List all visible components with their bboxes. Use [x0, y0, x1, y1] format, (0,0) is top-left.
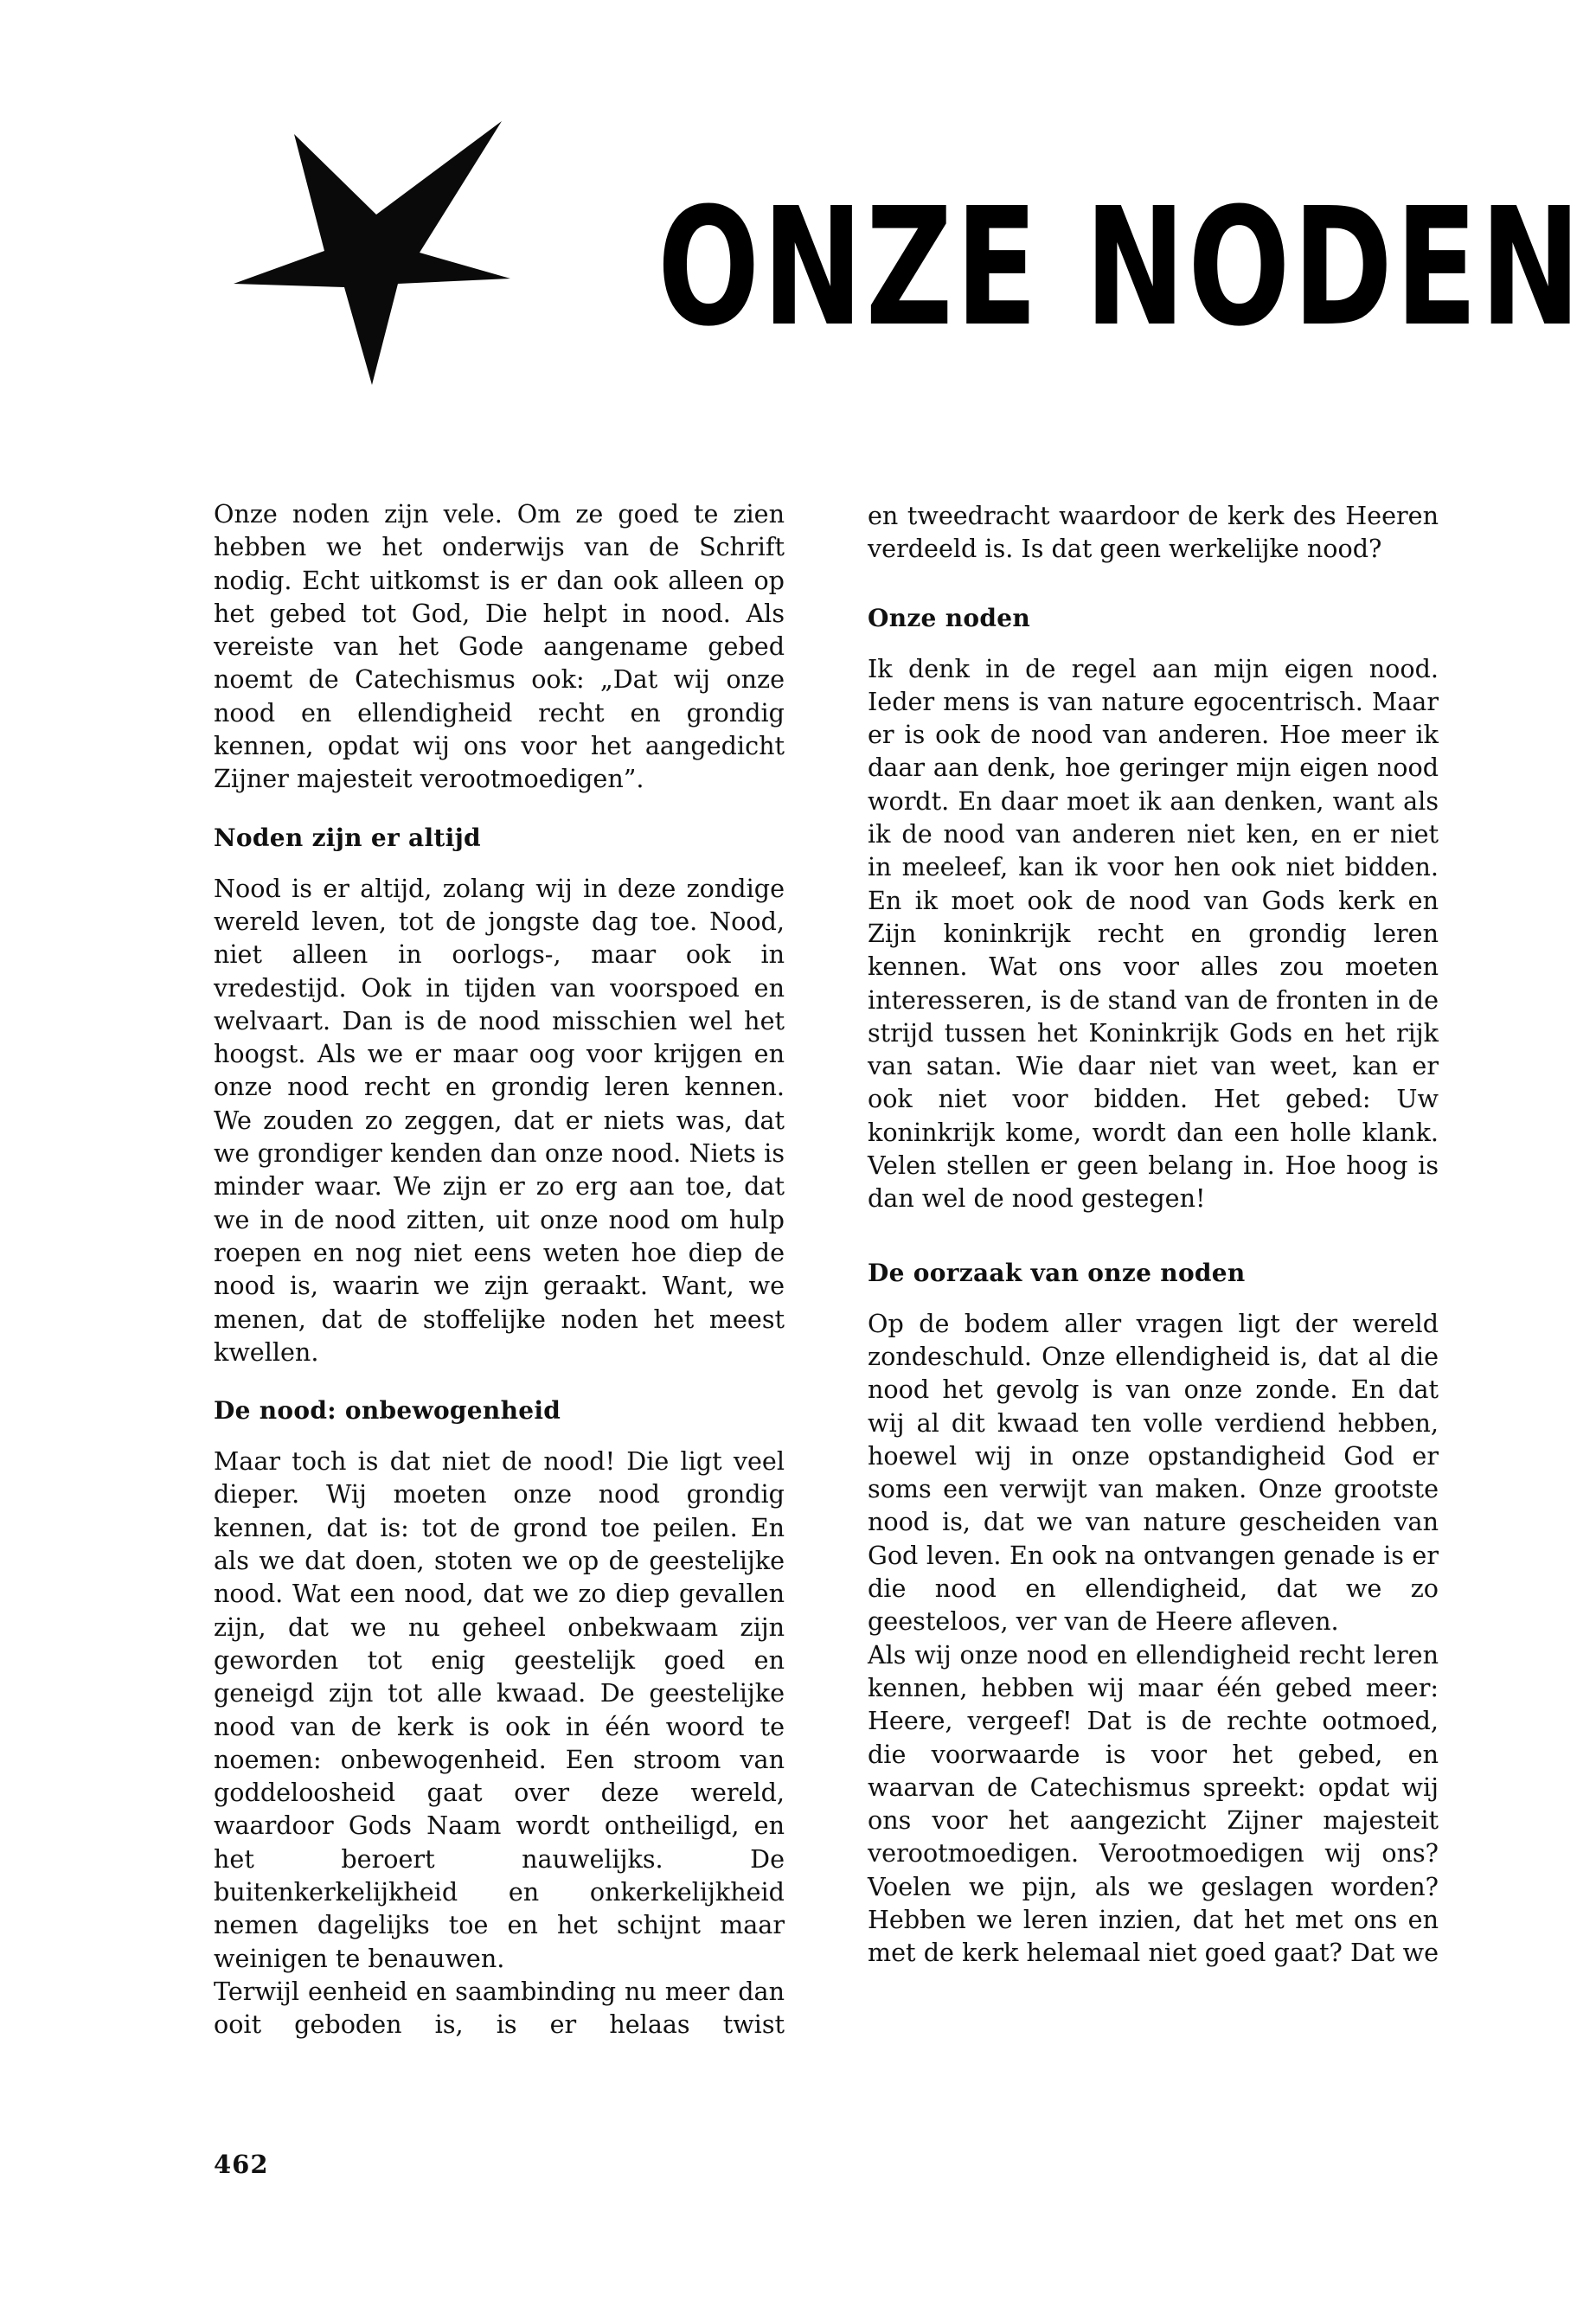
section-heading: Noden zijn er altijd [214, 823, 481, 852]
paragraph: Als wij onze nood en ellendigheid recht leren kennen, hebben wij maar één gebed meer: Heere, vergeef! Dat is de rechte ootmoed, die voorwaarde is voor het gebed, en waarvan de Catechismus spreekt: opdat wij ons voor het aangezicht Zijner majesteit verootmoedigen. Verootmoedigen wij ons? Voelen we pijn, als we geslagen worden? Hebben we leren inzien, dat het met ons en met de kerk helemaal niet goed gaat? Dat we [868, 1639, 1439, 1968]
paragraph: Nood is er altijd, zolang wij in deze zondige wereld leven, tot de jongste dag toe. Nood, niet alleen in oorlogs-, maar ook in vredestijd. Ook in tijden van voorspoed en welvaart. Dan is de nood misschien wel het hoogst. Als we er maar oog voor krijgen en onze nood recht en grondig leren kennen. We zouden zo zeggen, dat er niets was, dat we grondiger kenden dan onze nood. Niets is minder waar. We zijn er zo erg aan toe, dat we in de nood zitten, uit onze nood om hulp roepen en nog niet eens weten hoe diep de nood is, waarin we zijn geraakt. Want, we menen, dat de stoffelijke noden het meest kwellen. [214, 873, 785, 1367]
section-heading: De oorzaak van onze noden [868, 1258, 1246, 1287]
left-column [214, 497, 785, 2041]
paragraph: en tweedracht waardoor de kerk des Heeren verdeeld is. Is dat geen werkelijke nood? [868, 501, 1439, 564]
paragraph: Onze noden zijn vele. Om ze goed te zien hebben we het onderwijs van de Schrift nodig. Echt uitkomst is er dan ook alleen op het gebed tot God, Die helpt in nood. Als vereiste van het Gode aangename gebed noemt de Catechismus ook: „Dat wij onze nood en ellendigheid recht en grondig kennen, opdat wij ons voor het aangedicht Zijner majesteit verootmoedigen”. [214, 499, 785, 794]
paragraph: Terwijl eenheid en saambinding nu meer dan ooit geboden is, is er helaas twist [214, 1976, 785, 2040]
star-icon [234, 121, 510, 385]
paragraph: Maar toch is dat niet de nood! Die ligt veel dieper. Wij moeten onze nood grondig kennen, dat is: tot de grond toe peilen. En als we dat doen, stoten we op de geestelijke nood. Wat een nood, dat we zo diep gevallen zijn, dat we nu geheel onbekwaam zijn geworden tot enig geestelijk goed en geneigd zijn tot alle kwaad. De geestelijke nood van de kerk is ook in één woord te noemen: onbewogenheid. Een stroom van goddeloosheid gaat over deze wereld, waardoor Gods Naam wordt ontheiligd, en het beroert nauwelijks. De buitenkerkelijkheid en onkerkelijkheid nemen dagelijks toe en het schijnt maar weinigen te benauwen. [214, 1446, 785, 1973]
right-column [868, 499, 1439, 1970]
paragraph: Op de bodem aller vragen ligt der wereld zondeschuld. Onze ellendigheid is, dat al die nood het gevolg is van onze zonde. En dat wij al dit kwaad ten volle verdiend hebben, hoewel wij in onze opstandigheid God er soms een verwijt van maken. Onze grootste nood is, dat we van nature gescheiden van God leven. En ook na ontvangen genade is er die nood en ellendigheid, dat we zo geesteloos, ver van de Heere afleven. [868, 1308, 1439, 1637]
page-title: ONZE NODEN [657, 173, 1584, 362]
page-number: 462 [214, 2150, 269, 2179]
section-heading: De nood: onbewogenheid [214, 1396, 561, 1426]
section-heading: Onze noden [868, 603, 1030, 632]
paragraph: Ik denk in de regel aan mijn eigen nood. Ieder mens is van nature egocentrisch. Maar er is ook de nood van anderen. Hoe meer ik daar aan denk, hoe geringer mijn eigen nood wordt. En daar moet ik aan denken, want als ik de nood van anderen niet ken, en er niet in meeleef, kan ik voor hen ook niet bidden. En ik moet ook de nood van Gods kerk en Zijn koninkrijk recht en grondig leren kennen. Wat ons voor alles zou moeten interesseren, is de stand van de fronten in de strijd tussen het Koninkrijk Gods en het rijk van satan. Wie daar niet van weet, kan er ook niet voor bidden. Het gebed: Uw koninkrijk kome, wordt dan een holle klank. Velen stellen er geen belang in. Hoe hoog is dan wel de nood gestegen! [868, 653, 1439, 1214]
